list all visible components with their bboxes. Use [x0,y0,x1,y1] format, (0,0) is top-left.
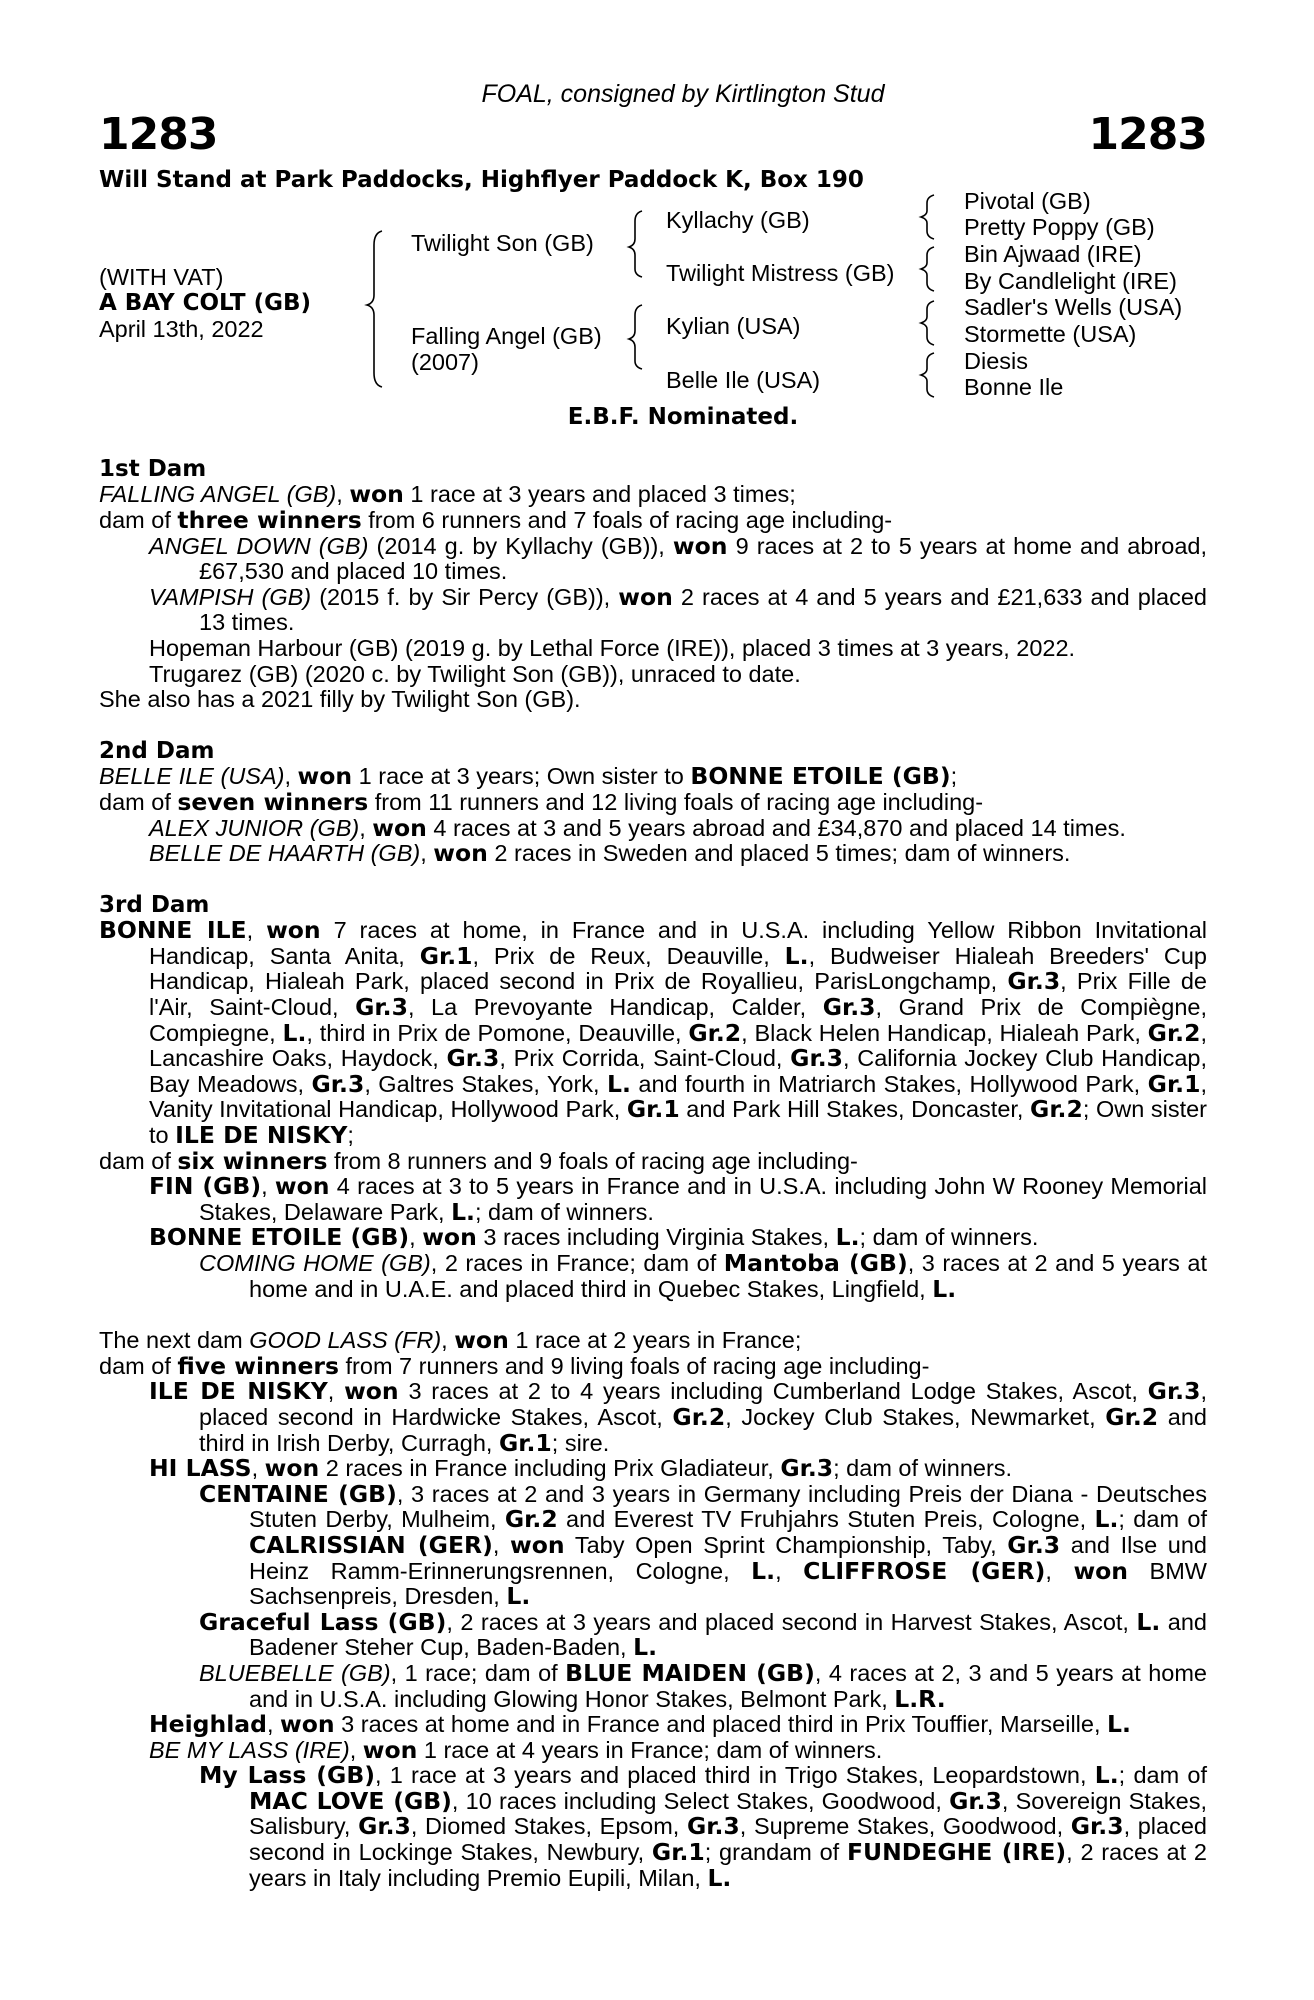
next-dam-section [99,1328,1207,1891]
produce-entry: COMING HOME (GB), 2 races in France; dam of Mantoba (GB), 3 races at 2 and 5 years at home and in U.A.E. and placed third in Quebec Stakes, Lingfield, L. [199,1249,1207,1303]
dam-record: The next dam GOOD LASS (FR), won 1 race at 2 years in France; [99,1326,802,1355]
produce-entry: CENTAINE (GB), 3 races at 2 and 3 years in Germany including Preis der Diana - Deutsches Stuten Derby, Mulheim, Gr.2 and Everest TV Fruhjahrs Stuten Preis, Cologne, L.; dam of CALRISSIAN (GER), won Taby Open Sprint Championship, Taby, Gr.3 and Ilse und Heinz Ramm-Erinnerungsrennen, Cologne, L., CLIFFROSE (GER), won BMW Sachsenpreis, Dresden, L. [199,1479,1208,1611]
produce-note: She also has a 2021 filly by Twilight Son (GB). [99,686,581,713]
first-dam-section [99,457,1207,713]
dam-year: (2007) [411,349,479,376]
foaling-date: April 13th, 2022 [99,316,264,343]
dam-dam-sire: Diesis [964,348,1028,375]
dam-sire-sire: Sadler's Wells (USA) [964,294,1183,321]
produce-entry: BE MY LASS (IRE), won 1 race at 4 years in France; dam of winners. [149,1735,883,1764]
second-dam-section [99,739,1207,867]
produce-entry: Heighlad, won 3 races at home and in France and placed third in Prix Touffier, Marseille, L. [149,1710,1131,1739]
stand-location: Will Stand at Park Paddocks, Highflyer Paddock K, Box 190 [99,166,864,193]
dam-produce-summary: dam of five winners from 7 runners and 9 living foals of racing age including- [99,1351,930,1380]
dam-record: BELLE ILE (USA), won 1 race at 3 years; Own sister to BONNE ETOILE (GB); [99,762,958,791]
produce-entry: HI LASS, won 2 races in France including Prix Gladiateur, Gr.3; dam of winners. [149,1454,1013,1483]
lot-number-left: 1283 [99,108,218,160]
dam-sire: Kylian (USA) [666,313,801,340]
lot-number-right: 1283 [1088,108,1207,160]
dam-sire-dam: Stormette (USA) [964,321,1137,348]
dam: Falling Angel (GB) [411,323,602,350]
lot-number-row [99,110,1207,160]
sire-dam: Twilight Mistress (GB) [666,260,895,287]
sire-sire: Kyllachy (GB) [666,207,810,234]
ebf-nominated: E.B.F. Nominated. [567,404,799,431]
produce-entry: VAMPISH (GB) (2015 f. by Sir Percy (GB)), won 2 races at 4 and 5 years and £21,633 and placed 13 times. [149,582,1207,636]
sire: Twilight Son (GB) [411,230,594,257]
sire-sire-dam: Pretty Poppy (GB) [964,214,1155,241]
produce-entry: Hopeman Harbour (GB) (2019 g. by Lethal Force (IRE)), placed 3 times at 3 years, 2022. [149,634,1076,661]
section-heading: 3rd Dam [99,891,210,918]
dam-record: FALLING ANGEL (GB), won 1 race at 3 years and placed 3 times; [99,480,796,509]
section-heading: 1st Dam [99,455,207,482]
dam-produce-summary: dam of three winners from 6 runners and 7 foals of racing age including- [99,505,893,534]
produce-entry: My Lass (GB), 1 race at 3 years and placed third in Trigo Stakes, Leopardstown, L.; dam of MAC LOVE (GB), 10 races including Select Stakes, Goodwood, Gr.3, Sovereign Stakes, Salisbury, Gr.3, Diomed Stakes, Epsom, Gr.3, Supreme Stakes, Goodwood, Gr.3, placed second in Lockinge Stakes, Newbury, Gr.1; grandam of FUNDEGHE (IRE), 2 races at 2 years in Italy including Premio Eupili, Milan, L. [199,1761,1208,1892]
dam-dam: Belle Ile (USA) [666,367,821,394]
produce-entry: BONNE ETOILE (GB), won 3 races including Virginia Stakes, L.; dam of winners. [149,1223,1039,1252]
dam-record: BONNE ILE, won 7 races at home, in France and in U.S.A. including Yellow Ribbon Invitational Handicap, Santa Anita, Gr.1, Prix de Reux, Deauville, L., Budweiser Hialeah Breeders' Cup Handicap, Hialeah Park, placed second in Prix de Royallieu, ParisLongchamp, Gr.3, Prix Fille de l'Air, Saint-Cloud, Gr.3, La Prevoyante Handicap, Calder, Gr.3, Grand Prix de Compiègne, Compiegne, L., third in Prix de Pomone, Deauville, Gr.2, Black Helen Handicap, Hialeah Park, Gr.2, Lancashire Oaks, Haydock, Gr.3, Prix Corrida, Saint-Cloud, Gr.3, California Jockey Club Handicap, Bay Meadows, Gr.3, Galtres Stakes, York, L. and fourth in Matriarch Stakes, Hollywood Park, Gr.1, Vanity Invitational Handicap, Hollywood Park, Gr.1 and Park Hill Stakes, Doncaster, Gr.2; Own sister to ILE DE NISKY; [99,916,1208,1150]
consignor-line: FOAL, consigned by Kirtlington Stud [481,80,885,108]
sire-dam-dam: By Candlelight (IRE) [964,268,1177,295]
dam-produce-summary: dam of seven winners from 11 runners and 12 living foals of racing age including- [99,787,984,816]
produce-entry: ILE DE NISKY, won 3 races at 2 to 4 years including Cumberland Lodge Stakes, Ascot, Gr.3, placed second in Hardwicke Stakes, Ascot, Gr.2, Jockey Club Stakes, Newmarket, Gr.2 and third in Irish Derby, Curragh, Gr.1; sire. [149,1377,1207,1457]
vat-label: (WITH VAT) [99,264,224,291]
produce-entry: Trugarez (GB) (2020 c. by Twilight Son (GB)), unraced to date. [149,660,801,687]
catalogue-page [99,82,1207,1891]
produce-entry: BLUEBELLE (GB), 1 race; dam of BLUE MAIDEN (GB), 4 races at 2, 3 and 5 years at home and in U.S.A. including Glowing Honor Stakes, Belmont Park, L.R. [199,1658,1208,1713]
produce-entry: BELLE DE HAARTH (GB), won 2 races in Sweden and placed 5 times; dam of winners. [149,839,1071,868]
horse-description: A BAY COLT (GB) [99,290,312,317]
sire-dam-sire: Bin Ajwaad (IRE) [964,241,1142,268]
sire-sire-sire: Pivotal (GB) [964,188,1091,215]
section-heading: 2nd Dam [99,737,215,764]
pedigree-table [99,188,1207,401]
produce-entry: FIN (GB), won 4 races at 3 to 5 years in France and in U.S.A. including John W Rooney Memorial Stakes, Delaware Park, L.; dam of winners. [149,1172,1207,1226]
produce-entry: Graceful Lass (GB), 2 races at 3 years and placed second in Harvest Stakes, Ascot, L. and Badener Steher Cup, Baden-Baden, L. [199,1607,1207,1662]
produce-entry: ALEX JUNIOR (GB), won 4 races at 3 and 5 years abroad and £34,870 and placed 14 times. [149,813,1126,842]
dam-dam-dam: Bonne Ile [964,374,1064,401]
dam-produce-summary: dam of six winners from 8 runners and 9 foals of racing age including- [99,1146,858,1175]
produce-entry: ANGEL DOWN (GB) (2014 g. by Kyllachy (GB)), won 9 races at 2 to 5 years at home and abroad, £67,530 and placed 10 times. [149,531,1207,585]
third-dam-section [99,893,1207,1303]
